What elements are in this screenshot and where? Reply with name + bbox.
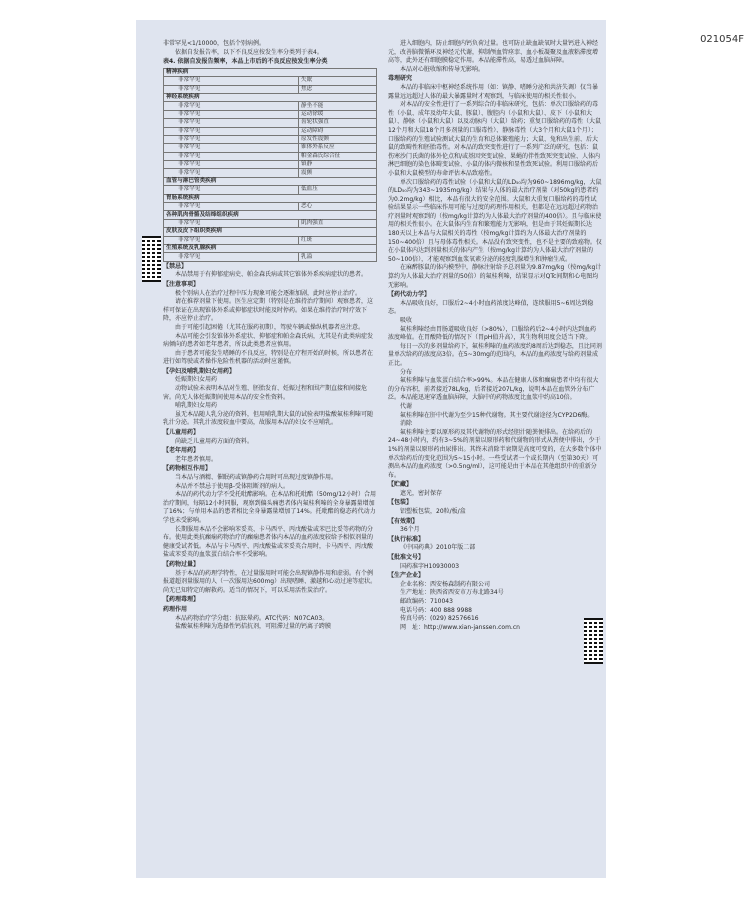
table-frequency: 非常罕见 [164,203,299,211]
table-reaction: 乳溢 [299,253,377,261]
paragraph: 消除 [400,420,413,428]
table-category-row [164,68,377,76]
table-category: 生殖系统及乳腺疾病 [164,244,377,252]
paragraph: 本品并不禁忌于使用β-受体阻断剂的病人。 [175,482,289,490]
table-reaction: 镇静 [299,161,377,169]
table-frequency: 非常罕见 [164,219,299,227]
table-frequency: 非常罕见 [164,144,299,152]
table-category: 各种肌肉骨骼及结缔组织疾病 [164,211,377,219]
paragraph: 本品禁用于有抑郁症病史、帕金森氏病或其它锥体外系疾病症状的患者。 [175,271,368,279]
right-column [388,40,602,632]
table-reaction: 齿轮状强直 [299,119,377,127]
table-frequency: 非常罕见 [164,135,299,143]
paragraph: 本品可能会引发锥体外系症状、抑郁症和帕金森氏病，尤其是有此类病症发病倾向的患者如老年患者，所以此类患者应慎用。 [163,332,374,349]
paragraph: 妊娠期妇女用药 [175,376,218,384]
paragraph: 请在推荐剂量下使用。医生应定期（特别是在维持治疗期间）观察患者，这样可保证在出现锥体外系或抑郁症状时能及时停药。如果在维持治疗时疗效下降，亦应停止治疗。 [163,298,374,323]
table-reaction: 失眠 [299,77,377,85]
table-frequency: 非常罕见 [164,102,299,110]
paragraph: 本品的药代动力学不受托吡酯影响。在本品和托吡酯（50mg/12小时）合用治疗期间，每隔12小时同服，观察到偏头痛患者体内氟桂利嗪的全身暴露量增加了16%；与单用本品的患者相比全身暴露量增加了14%。托吡酯的稳态药代动力学也未受影响。 [163,491,376,524]
table-frequency: 非常罕见 [164,77,299,85]
table-reaction: 运动障碍 [299,127,377,135]
paragraph: 由于患者可能发生嗜睡的不良反应，特别是在疗程开始的时候，所以患者在进行如驾驶或者操作危险性机器的活动时应谨慎。 [163,349,374,366]
table-frequency: 非常罕见 [164,110,299,118]
paragraph: 哺乳期妇女用药 [175,402,218,410]
section-heading: 【包装】 [388,499,413,507]
paragraph: 遮光，密封保存 [400,489,443,497]
paragraph: 当本品与酒精、催眠药或镇静药合用时可出现过度镇静作用。 [175,474,338,482]
right-blocks [388,40,602,632]
table-category: 胃肠系统疾病 [164,194,377,202]
section-heading: 【药代动力学】 [388,291,431,299]
table-category: 神经系统疾病 [164,93,377,101]
table-reaction: 焦虑 [299,85,377,93]
table-category-row [164,177,377,185]
section-heading: 【有效期】 [388,517,419,525]
section-heading: 【药物相互作用】 [163,465,212,473]
paragraph: 代谢 [400,402,413,410]
table-row [164,144,377,152]
paragraph: 铝塑板包装，20粒/板/盒 [400,508,466,516]
paragraph: 传真号码：(029) 82576616 [400,615,479,623]
table-category-row [164,93,377,101]
table-row [164,219,377,227]
section-heading: 【执行标准】 [388,535,425,543]
section-heading: 【药物过量】 [163,560,200,568]
table-category-row [164,211,377,219]
section-heading: 毒理研究 [388,75,413,83]
paragraph: 尚缺乏儿童用药方面的资料。 [175,437,254,445]
paragraph: 网 址：http://www.xian-janssen.com.cn [400,623,520,631]
paragraph: 进入细胞内，防止细胞内钙负荷过量。也可防止缺血缺氧时大量钙进入神经元，改善脑微循环及神经元代谢，抑制颅血管痉挛、血小板凝聚及血液粘滞度增高等，此外还有细胞膜稳定作用。本品能滞性高，易透过血脑屏障。 [388,40,599,65]
table-frequency: 非常罕见 [164,152,299,160]
table-row [164,161,377,169]
section-heading: 【孕妇及哺乳期妇女用药】 [163,367,236,375]
paragraph: 邮政编码：710043 [400,598,453,605]
section-heading: 【注意事项】 [163,280,200,288]
table-category-row [164,194,377,202]
table-row [164,77,377,85]
section-heading: 药理作用 [163,605,188,613]
table-frequency: 非常罕见 [164,85,299,93]
adverse-reaction-table [163,68,377,262]
table-row [164,152,377,160]
table-row [164,85,377,93]
left-column [163,40,377,632]
paragraph: 氟桂利嗪在肝中代谢为至少15种代谢物。其主要代谢途径为CYP2D6酶。 [400,411,594,419]
paragraph: 吸收 [400,317,413,324]
table-row [164,253,377,261]
paragraph: 本品药物治疗学分组：抗眩晕药。ATC代码：N07CA03。 [175,614,329,622]
table-reaction: 运动徐缓 [299,110,377,118]
table-row [164,110,377,118]
section-heading: 【儿童用药】 [163,429,200,437]
table-reaction: 低血压 [299,186,377,194]
table-reaction: 静坐不能 [299,102,377,110]
intro-line: 非常罕见<1/10000，包括个别病例。 [163,40,265,47]
intro-line: 依据自发报告率，以下不良反应按发生率分类列于表4。 [175,48,323,56]
left-blocks [163,263,377,632]
table-row [164,102,377,110]
document-code: 021054F [700,34,744,45]
table-row [164,127,377,135]
paragraph: 在麻醉豚鼠的体内模型中，静脉注射给予总剂量为9.87mg/kg（按mg/kg计算约为人体最大治疗剂量的50倍）的氟桂利嗪，结果显示对QTc间期和心电图均无影响。 [388,264,602,289]
table-row [164,236,377,244]
paragraph: 本品的非临床中枢神经系统作用（如：镇静、嗜睡分泌和共济失调）仅当暴露量远远超过人体的最大暴露量时才观察到，与临床使用的相关性很小。 [388,83,599,100]
section-heading: 【老年用药】 [163,447,200,455]
table-row [164,119,377,127]
table-row [164,135,377,143]
paragraph: 《中国药典》2010年版二部 [400,544,476,552]
section-heading: 【生产企业】 [388,572,425,580]
table-frequency: 非常罕见 [164,253,299,261]
section-heading: 【药理毒理】 [163,596,200,604]
paragraph: 由于可能引起困倦（尤其在服药初期），驾驶车辆或操纵机器者应注意。 [175,323,365,331]
table-frequency: 非常罕见 [164,161,299,169]
table-frequency: 非常罕见 [164,236,299,244]
paragraph: 基于本品的药理学特性，在过量服用时可能会出现镇静作用和虚弱。有个例报道超剂量服用的人（一次服用达600mg）出现嗜睡、激越和心动过速等症状。尚无已知特定的解救药。适当的情况下，可以采用活性炭治疗。 [163,569,377,594]
table-category: 精神疾病 [164,68,377,76]
paragraph: 本品对心脏收缩和传导无影响。 [400,65,485,73]
section-heading: 【批准文号】 [388,554,425,562]
table-frequency: 非常罕见 [164,119,299,127]
table-category: 血管与淋巴管类疾病 [164,177,377,185]
paragraph: 氟桂利嗪与血浆蛋白结合率>99%。本品在健康人体和癫痫患者中均有很大的分布容积，前者接近78L/kg，后者接近207L/kg，说明本品在血管外分布广泛。本品能迅速穿透血脑屏障，大脑中的药物浓度比血浆中约高10倍。 [388,377,599,402]
table-frequency: 非常罕见 [164,127,299,135]
table-reaction: 红斑 [299,236,377,244]
paragraph: 动物试验未表明本品对生殖、胚胎发育、妊娠过程和围产期直接和间接危害。尚无人体妊娠期间使用本品的安全性资料。 [163,385,368,401]
paragraph: 单次口服给药的毒性试验（小鼠和大鼠的LD₅₀均为960~1896mg/kg，大鼠的LD₅₀均为343~1935mg/kg）结果与人体的最大治疗剂量（对50kg的患者约为0.2mg/kg）相比，本品有很大的安全范围。大鼠和大重复口服给药的毒性试验结果显示一些临床作用可能与过度的药理作用相关，但都是在远远超过药物治疗剂量时观察到的（按mg/kg计算约为人体最大治疗剂量的400倍）。且与临床使用的相关性很小。在大鼠体内生育和繁殖能力无影响，但是由于其妊娠期长达180天以上本品与大鼠相关的毒性（按mg/kg计算约为人体最大治疗剂量的150~400倍）且与母体毒性相关。本品没有致突变性，也不是主要的致癌物。仅在小鼠体内达到剂量相关的体内产生（按mg/kg计算约为人体最大治疗剂量的50~100倍），才能观察到血浆氧素分泌的轻度乳腺增生和肿瘤生成。 [388,178,602,263]
paragraph: 生产地址：陕西省西安市万寿北路34号 [400,589,504,597]
table-category-row [164,228,377,236]
table-title: 表4. 依据自发报告频率，本品上市后的不良反应按发生率分类 [163,58,328,66]
paragraph: 每日一次的多剂量给药下，氟桂利嗪的血药浓度约8周后达到稳态，且比同剂量单次给药的浓度高3倍。在5~30mg的范围内，本品的血药浓度与给药剂量成正比。 [388,342,602,367]
paragraph: 分布 [400,368,413,376]
table-row [164,203,377,211]
paragraph: 氟桂利嗪经由胃肠道吸收良好（>80%），口服给药后2~4小时内达到血药浓度峰值。在胃酸降低的情况下（胃pH值升高），其生物利用度会适当下降。 [388,325,597,342]
paragraph: 极个别病人在治疗过程中压力现象可能会逐渐加剧，此时应停止治疗。 [175,289,362,297]
paragraph: 企业名称：西安杨森制药有限公司 [400,580,491,588]
table-category: 皮肤及皮下组织类疾病 [164,228,377,236]
barcode-left [142,236,161,282]
table-reaction: 恶心 [299,203,377,211]
table-frequency: 非常罕见 [164,186,299,194]
table-frequency: 非常罕见 [164,169,299,177]
paragraph: 氟桂利嗪主要以原形药及其代谢物的形式经胆汁随粪便排出。在给药后的24~48小时内，约有3~5%的剂量以原形药和代谢物的形式从粪便中排出，少于1%的剂量以原形药由尿排出。其终末消除半衰期是高度可变的，在大多数个体中单次给药后的变化范围为5~15小时。一些受试者一个或长期内（至第30天）可测出本品的血药浓度（>0.5ng/ml），这可能是由于本品在其他组织中的重新分布。 [388,428,602,479]
section-heading: 【贮藏】 [388,481,413,489]
table-reaction: 锥体外系反应 [299,144,377,152]
table-reaction: 震颤 [299,169,377,177]
paragraph: 36个月 [400,526,420,534]
paragraph: 盐酸氟桂利嗪为选择性钙拮抗剂，可阻滞过量的钙离子跨膜 [175,623,332,631]
paragraph: 长期服用本品不会影响苯妥英、卡马西平、丙戊酸盐或苯巴比妥等药物的分布。使用此类抗癫痫药物治疗的癫痫患者体内本品的血药浓度较给予相似剂量的健康受试者低。本品与卡马西平、丙戊酸盐或苯妥英合用时，卡马西平、丙戊酸盐或苯妥英的血浆蛋白结合率不受影响。 [163,525,374,559]
paragraph: 电话号码：400 888 9988 [400,606,472,614]
paragraph: 对本品的安全性进行了一系列综合的非临床研究，包括：单次口服给药的毒性（小鼠、成年及幼年大鼠、豚鼠）、腹腔内（小鼠和大鼠）、皮下（小鼠和大鼠）、静脉（小鼠和大鼠）以及动脉内（大鼠）给药；重复口服给药的毒性（大鼠12个月和大鼠18个月多剂量的口服毒性）、静脉毒性（大3个月和大鼠1个月）；口服给药的生殖试验测试大鼠的生育和总体繁殖能力；大鼠、兔和出生前、后大鼠的致畸性和胚胎毒性。对本品的致突变性进行了一系列广泛的研究，包括：鼠伤寒沙门氏菌的体外伦点和/或基因突变试验、果蝇的伴性致死突变试验、人体内淋巴细胞的染色体畸变试验、小鼠的体内微核和显性致死试验。利用口服给药后小鼠和大鼠模型的寿命评估本品致癌性。 [388,101,602,177]
table-reaction: 帕金森氏综合征 [299,152,377,160]
table-reaction: 原发性震颤 [299,135,377,143]
paragraph: 国药准字H10930003 [400,562,460,570]
table-category-row [164,244,377,252]
table-reaction: 肌肉强直 [299,219,377,227]
paragraph: 老年患者慎用。 [175,455,218,463]
paragraph: 本品吸收良好，口服后2~4小时血药浓度达峰值，连续服用5~6周达到稳态。 [388,299,594,316]
table-row [164,169,377,177]
paragraph: 虽无本品随人乳分泌的资料，但用哺乳期大鼠的试验表明盐酸氟桂利嗪可随乳汁分泌。其乳汁浓度较血中要高，故服用本品的妇女不应哺乳。 [163,410,374,427]
section-heading: 【禁忌】 [163,262,188,270]
table-row [164,186,377,194]
